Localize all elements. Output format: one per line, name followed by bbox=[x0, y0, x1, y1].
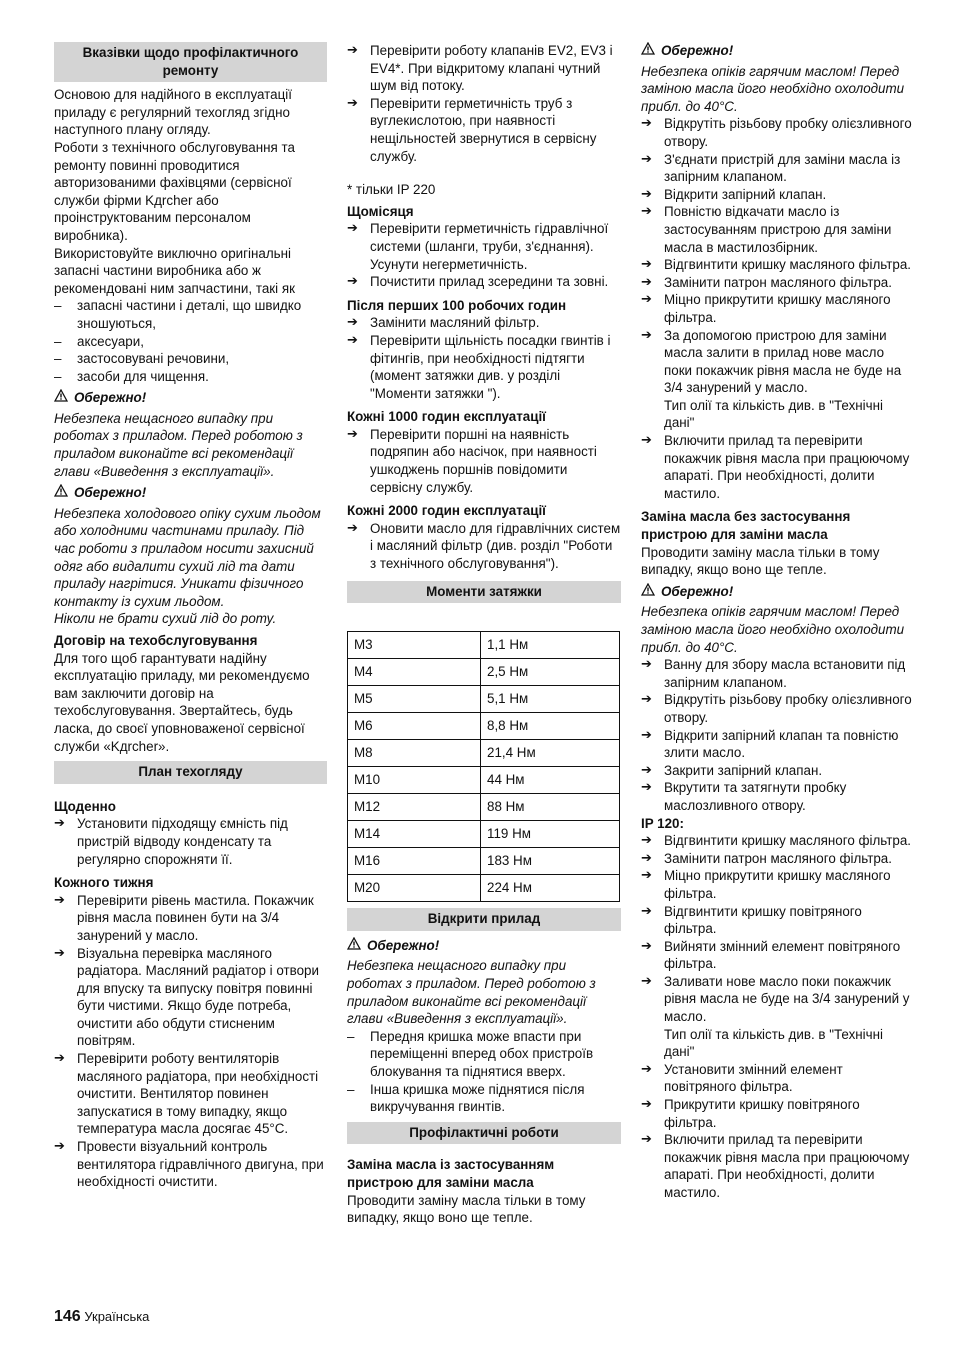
subheading-oil-change-with-device: Заміна масла із застосуванням пристрою для заміни масла bbox=[347, 1157, 555, 1190]
subheading-daily: Щоденно bbox=[54, 798, 116, 814]
list-item: – Інша кришка може піднятися після викручування гвинтів. bbox=[347, 1081, 621, 1116]
page-number: 146 bbox=[54, 1308, 81, 1325]
warning-text: Небезпека холодового опіку сухим льодом або холодними частинами приладу. Під час роботи з приладом носити захисний одяг або видалити сухий лід та дати приладу нагрітися. Уникати фізичного контакту із сухим льодом. bbox=[54, 505, 321, 609]
list-item: ➔ Відгвинтити кришку повітряного фільтра. bbox=[641, 903, 912, 938]
list-item: ➔ Установити підходящу ємність під пристрій відводу конденсату та регулярно спорожняти її. bbox=[54, 815, 327, 868]
subheading-oil-change-without-device: Заміна масла без застосування пристрою для заміни масла bbox=[641, 509, 851, 543]
table-row bbox=[348, 794, 620, 821]
list-item: ➔ Перевірити герметичність гідравлічної системи (шланги, труби, з'єднання). Усунути негерметичність. bbox=[347, 220, 621, 273]
list-item: ➔ Включити прилад та перевірити покажчик рівня масла при працюючому апараті. При необхідності, долити мастило. bbox=[641, 1131, 912, 1201]
list-item: ➔ Почистити прилад зсередини та зовні. bbox=[347, 273, 621, 291]
list-item: ➔ Відкрити запірний клапан. bbox=[641, 186, 912, 204]
table-cell: M6 bbox=[348, 713, 481, 740]
subheading-after-100-hours: Після перших 100 робочих годин bbox=[347, 297, 567, 313]
table-cell: 224 Нм bbox=[481, 875, 620, 902]
warning-text: Небезпека опіків гарячим маслом! Перед заміною масла його необхідно охолодити прибл. до 40°C. bbox=[641, 63, 905, 114]
list-item: ➔ Перевірити рівень мастила. Покажчик рівня масла повинен бути на 3/4 занурений у масло. bbox=[54, 892, 327, 945]
subheading-weekly: Кожного тижня bbox=[54, 875, 154, 891]
list-item: ➔ Вийняти змінний елемент повітряного фільтра. bbox=[641, 938, 912, 973]
paragraph: Проводити заміну масла тільки в тому випадку, якщо воно ще тепле. bbox=[347, 1192, 586, 1226]
table-row bbox=[348, 821, 620, 848]
list-item: ➔ Перевірити роботу клапанів EV2, EV3 і EV4*. При відкритому клапані чутний шум від потоку. bbox=[347, 42, 621, 95]
table-row bbox=[348, 686, 620, 713]
list-item: ➔ Замінити масляний фільтр. bbox=[347, 314, 621, 332]
list-item: ➔ Ванну для збору масла встановити під запірним клапаном. bbox=[641, 656, 912, 691]
list-item: ➔ Оновити масло для гідравлічних систем і масляний фільтр (див. розділ "Роботи з технічного обслуговування"). bbox=[347, 520, 621, 573]
subheading-every-2000-hours: Кожні 2000 годин експлуатації bbox=[347, 503, 546, 519]
section-heading-preventive-work: Профілактичні роботи bbox=[347, 1122, 621, 1145]
torque-table bbox=[347, 631, 620, 902]
table-row bbox=[348, 848, 620, 875]
warning-triangle-icon bbox=[641, 42, 655, 60]
list-item: ➔ Відгвинтити кришку масляного фільтра. bbox=[641, 832, 912, 850]
table-row bbox=[348, 659, 620, 686]
subheading-ip120: IP 120: bbox=[641, 815, 684, 831]
table-cell: M16 bbox=[348, 848, 481, 875]
list-item: ➔ Включити прилад та перевірити покажчик рівня масла при працюючому апараті. При необхідності, долити мастило. bbox=[641, 432, 912, 502]
paragraph: Для того щоб гарантувати надійну експлуатацію приладу, ми рекомендуємо вам заключити договір на техобслуговування. Звертайтесь, будь ласка, до своєї уповноваженої сервісної служби «Kдrcher». bbox=[54, 650, 310, 754]
warning-heading: Обережно! bbox=[641, 42, 912, 60]
warning-text: Ніколи не брати сухий лід до роту. bbox=[54, 611, 277, 627]
list-item: ➔ Відгвинтити кришку масляного фільтра. bbox=[641, 256, 912, 274]
table-cell: M5 bbox=[348, 686, 481, 713]
table-cell: 1,1 Нм bbox=[481, 632, 620, 659]
table-cell: M10 bbox=[348, 767, 481, 794]
language-label: Українська bbox=[84, 1309, 150, 1324]
list-item: ➔ Вкрутити та затягнути пробку маслозливного отвору. bbox=[641, 779, 912, 814]
table-cell: 44 Нм bbox=[481, 767, 620, 794]
warning-triangle-icon bbox=[347, 937, 361, 955]
list-item: ➔ Перевірити щільність посадки гвинтів і фітингів, при необхідності підтягти (момент затяжки див. у розділі "Моменти затяжки "). bbox=[347, 332, 621, 402]
list-item: ➔ Відкрутіть різьбову пробку олієзливного отвору. bbox=[641, 691, 912, 726]
list-item: ➔ Відкрутіть різьбову пробку олієзливного отвору. bbox=[641, 115, 912, 150]
column-right bbox=[641, 42, 912, 1202]
table-cell: 88 Нм bbox=[481, 794, 620, 821]
table-cell: 119 Нм bbox=[481, 821, 620, 848]
warning-text: Небезпека опіків гарячим маслом! Перед заміною масла його необхідно охолодити прибл. до 40°C. bbox=[641, 604, 905, 655]
list-item: ➔ Провести візуальний контроль вентилятора гідравлічного двигуна, при необхідності очистити. bbox=[54, 1138, 327, 1191]
section-heading-open-device: Відкрити прилад bbox=[347, 908, 621, 931]
table-cell: M3 bbox=[348, 632, 481, 659]
warning-text: Небезпека нещасного випадку при роботах з приладом. Перед роботою з приладом виконайте всі рекомендації глави «Виведення з експлуатації». bbox=[54, 410, 303, 479]
list-item-continuation: Тип олії та кількість див. в "Технічні дані" bbox=[664, 1026, 883, 1060]
warning-heading: Обережно! bbox=[54, 389, 327, 407]
table-cell: M4 bbox=[348, 659, 481, 686]
table-row bbox=[348, 767, 620, 794]
table-row bbox=[348, 740, 620, 767]
list-item: ➔ Заливати нове масло поки покажчик рівня масла не буде на 3/4 занурений у масло. bbox=[641, 973, 912, 1026]
list-item: – засоби для чищення. bbox=[54, 368, 327, 386]
table-row bbox=[348, 875, 620, 902]
list-item: – Передня кришка може впасти при переміщенні вперед обох пристроїв блокування та піднятися вверх. bbox=[347, 1028, 621, 1081]
warning-text: Небезпека нещасного випадку при роботах з приладом. Перед роботою з приладом виконайте всі рекомендації глави «Виведення з експлуатації». bbox=[347, 958, 596, 1027]
list-item: ➔ За допомогою пристрою для заміни масла залити в прилад нове масло поки покажчик рівня масла не буде на 3/4 занурений у масло. bbox=[641, 327, 912, 397]
paragraph: Використовуйте виключно оригінальні запасні частини виробника або ж рекомендовані ним запчастини, такі як bbox=[54, 245, 295, 296]
list-item: ➔ Відкрити запірний клапан та повністю злити масло. bbox=[641, 727, 912, 762]
table-cell: M8 bbox=[348, 740, 481, 767]
list-item: – аксесуари, bbox=[54, 333, 327, 351]
subheading-monthly: Щомісяця bbox=[347, 203, 414, 219]
paragraph: Основою для надійного в експлуатації приладу є регулярний техогляд згідно наступного плану огляду. bbox=[54, 87, 292, 138]
table-cell: M20 bbox=[348, 875, 481, 902]
list-item: ➔ Перевірити роботу вентиляторів масляного радіатора, при необхідності очистити. Вентилятор повинен запускатися в тому випадку, якщо температура масла досягає 45°C. bbox=[54, 1050, 327, 1138]
column-left bbox=[54, 42, 327, 1191]
paragraph: Проводити заміну масла тільки в тому випадку, якщо воно ще тепле. bbox=[641, 544, 880, 578]
section-heading-torques: Моменти затяжки bbox=[347, 581, 621, 604]
table-cell: M14 bbox=[348, 821, 481, 848]
list-item: ➔ Замінити патрон масляного фільтра. bbox=[641, 850, 912, 868]
subheading-service-contract: Договір на техобслуговування bbox=[54, 633, 258, 648]
list-item: ➔ Міцно прикрутити кришку масляного фільтра. bbox=[641, 291, 912, 326]
warning-triangle-icon bbox=[641, 583, 655, 601]
column-middle bbox=[347, 42, 621, 1227]
warning-heading: Обережно! bbox=[641, 583, 912, 601]
table-cell: 2,5 Нм bbox=[481, 659, 620, 686]
table-cell: 8,8 Нм bbox=[481, 713, 620, 740]
list-item: ➔ Установити змінний елемент повітряного фільтра. bbox=[641, 1061, 912, 1096]
warning-heading: Обережно! bbox=[54, 484, 327, 502]
list-item: – застосовувані речовини, bbox=[54, 350, 327, 368]
parts-list bbox=[54, 297, 327, 385]
list-item: ➔ Закрити запірний клапан. bbox=[641, 762, 912, 780]
table-row bbox=[348, 632, 620, 659]
list-item: ➔ Візуальна перевірка масляного радіатора. Масляний радіатор і отвори для впуску та випуску повітря повинні бути чистими. Якщо буде потреба, очистити або обдути стисненим повітрям. bbox=[54, 945, 327, 1051]
table-cell: 5,1 Нм bbox=[481, 686, 620, 713]
list-item: ➔ Перевірити поршні на наявність подряпин або насічок, при наявності ушкоджень поршнів повідомити сервісну службу. bbox=[347, 426, 621, 496]
list-item: ➔ Замінити патрон масляного фільтра. bbox=[641, 274, 912, 292]
list-item-continuation: Тип олії та кількість див. в "Технічні дані" bbox=[664, 397, 883, 431]
section-heading-maintenance-notes: Вказівки щодо профілактичного ремонту bbox=[54, 42, 327, 82]
list-item: ➔ Повністю відкачати масло із застосуванням пристрою для заміни масла в мастилозбірник. bbox=[641, 203, 912, 256]
footnote: * тільки IP 220 bbox=[347, 182, 436, 198]
table-row bbox=[348, 713, 620, 740]
paragraph: Роботи з технічного обслуговування та ремонту повинні проводитися авторизованими фахівцями (сервісної служби фірми Kдrcher або проінструктованим персоналом виробника). bbox=[54, 139, 295, 243]
warning-triangle-icon bbox=[54, 389, 68, 407]
page-footer bbox=[54, 1308, 149, 1326]
table-cell: M12 bbox=[348, 794, 481, 821]
section-heading-inspection-plan: План техогляду bbox=[54, 761, 327, 784]
list-item: ➔ З'єднати пристрій для заміни масла із запірним клапаном. bbox=[641, 151, 912, 186]
list-item: ➔ Перевірити герметичність труб з вуглекислотою, при наявності нещільностей звернутися в сервісну службу. bbox=[347, 95, 621, 165]
table-cell: 21,4 Нм bbox=[481, 740, 620, 767]
warning-triangle-icon bbox=[54, 484, 68, 502]
subheading-every-1000-hours: Кожні 1000 годин експлуатації bbox=[347, 409, 546, 425]
list-item: – запасні частини і деталі, що швидко зношуються, bbox=[54, 297, 327, 332]
warning-heading: Обережно! bbox=[347, 937, 621, 955]
table-cell: 183 Нм bbox=[481, 848, 620, 875]
list-item: ➔ Прикрутити кришку повітряного фільтра. bbox=[641, 1096, 912, 1131]
list-item: ➔ Міцно прикрутити кришку масляного фільтра. bbox=[641, 867, 912, 902]
